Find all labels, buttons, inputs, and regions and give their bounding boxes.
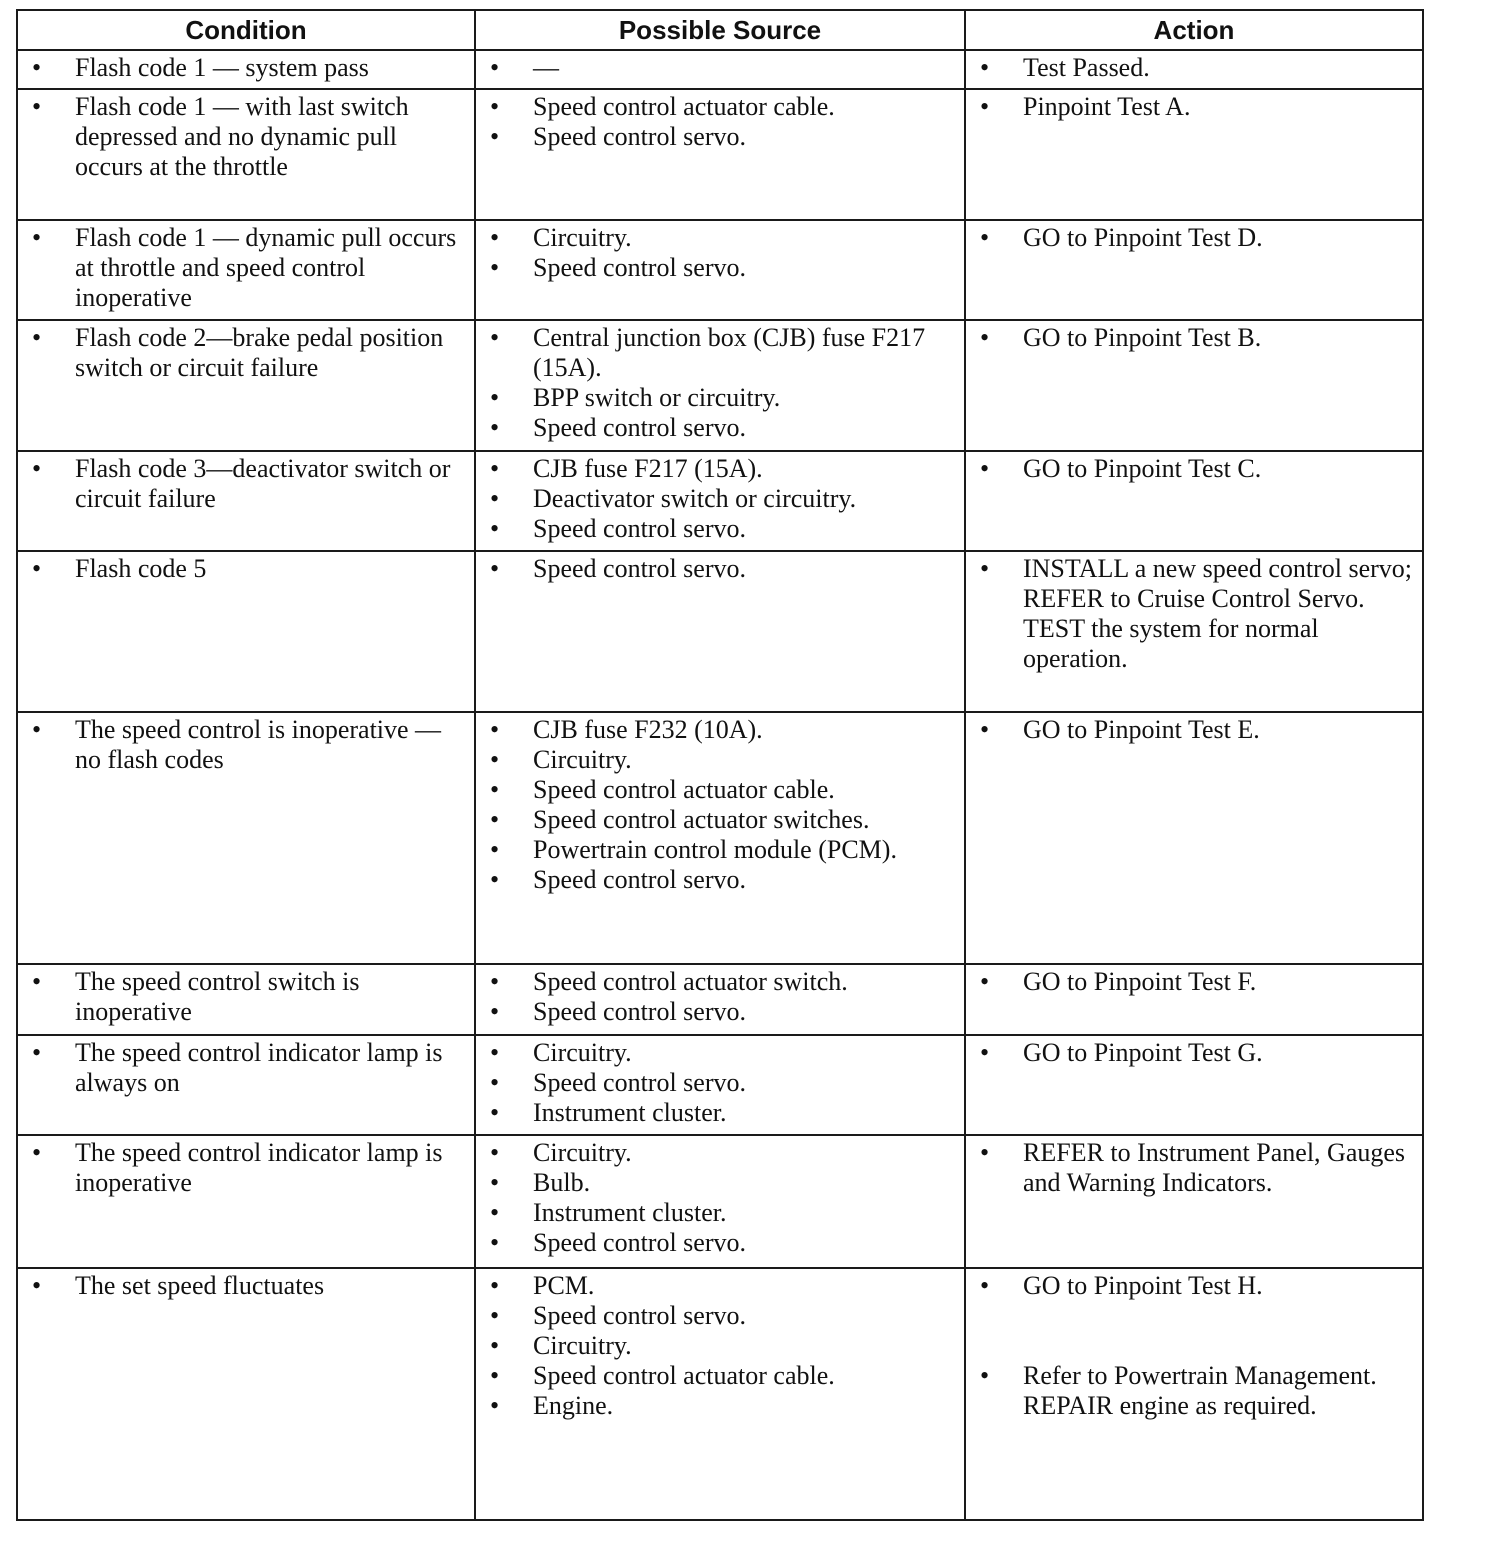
action-cell-list: [978, 1271, 1416, 1421]
table-row: [17, 1135, 1423, 1268]
condition-cell: [17, 220, 475, 320]
condition-cell: [17, 50, 475, 89]
condition-cell: [17, 1268, 475, 1520]
table-row: [17, 320, 1423, 451]
action-cell-list: [978, 92, 1416, 122]
source-cell: [475, 89, 965, 220]
list-item: • Speed control actuator cable.: [488, 775, 958, 805]
list-item: • The speed control indicator lamp is inoperative: [30, 1138, 468, 1198]
list-item: • Speed control servo.: [488, 1228, 958, 1258]
list-item: • The speed control indicator lamp is always on: [30, 1038, 468, 1098]
list-item: • Speed control actuator switches.: [488, 805, 958, 835]
action-cell-list: [978, 53, 1416, 83]
list-item: • CJB fuse F217 (15A).: [488, 454, 958, 484]
list-item: • GO to Pinpoint Test C.: [978, 454, 1416, 484]
list-item: • GO to Pinpoint Test D.: [978, 223, 1416, 253]
source-cell-list: [488, 92, 958, 152]
list-item: • Speed control actuator switch.: [488, 967, 958, 997]
source-cell: [475, 1268, 965, 1520]
table-row: [17, 964, 1423, 1035]
action-cell: [965, 451, 1423, 551]
source-cell-list: [488, 323, 958, 443]
condition-cell-list: [30, 715, 468, 775]
list-item: • Speed control servo.: [488, 413, 958, 443]
action-cell-list: [978, 1038, 1416, 1068]
list-item: • BPP switch or circuitry.: [488, 383, 958, 413]
list-item: • GO to Pinpoint Test E.: [978, 715, 1416, 745]
condition-cell: [17, 712, 475, 964]
diagnosis-table: [16, 9, 1424, 1521]
list-item: • REFER to Instrument Panel, Gauges and Warning Indicators.: [978, 1138, 1416, 1198]
list-item: • Speed control servo.: [488, 122, 958, 152]
source-cell-list: [488, 1271, 958, 1421]
action-cell: [965, 1268, 1423, 1520]
action-cell: [965, 964, 1423, 1035]
condition-cell: [17, 320, 475, 451]
list-item: • Instrument cluster.: [488, 1098, 958, 1128]
list-item: • Circuitry.: [488, 223, 958, 253]
source-cell-list: [488, 223, 958, 283]
list-item: • CJB fuse F232 (10A).: [488, 715, 958, 745]
list-item: • Circuitry.: [488, 745, 958, 775]
condition-cell: [17, 89, 475, 220]
source-cell: [475, 1035, 965, 1135]
source-cell: [475, 712, 965, 964]
list-item: • Flash code 1 — dynamic pull occurs at throttle and speed control inoperative: [30, 223, 468, 313]
action-cell-list: [978, 715, 1416, 745]
source-cell-list: [488, 554, 958, 584]
list-item: • PCM.: [488, 1271, 958, 1301]
action-cell: [965, 1135, 1423, 1268]
list-item: • The speed control switch is inoperative: [30, 967, 468, 1027]
source-cell: [475, 220, 965, 320]
condition-cell: [17, 451, 475, 551]
table-row: [17, 89, 1423, 220]
source-cell-list: [488, 715, 958, 895]
table-row: [17, 451, 1423, 551]
condition-cell: [17, 964, 475, 1035]
source-cell-list: [488, 967, 958, 1027]
source-cell: [475, 50, 965, 89]
list-item: • Circuitry.: [488, 1138, 958, 1168]
source-cell: [475, 320, 965, 451]
source-cell-list: [488, 1038, 958, 1128]
condition-cell-list: [30, 323, 468, 383]
condition-cell-list: [30, 92, 468, 182]
condition-cell-list: [30, 454, 468, 514]
list-item: • Test Passed.: [978, 53, 1416, 83]
header-action: Action: [965, 10, 1423, 50]
list-item: • Speed control servo.: [488, 253, 958, 283]
condition-cell: [17, 1135, 475, 1268]
list-item: • Flash code 2—brake pedal position switch or circuit failure: [30, 323, 468, 383]
list-item: • Refer to Powertrain Management. REPAIR engine as required.: [978, 1361, 1416, 1421]
action-cell: [965, 89, 1423, 220]
list-item: • Powertrain control module (PCM).: [488, 835, 958, 865]
action-cell-list: [978, 1138, 1416, 1198]
source-cell-list: [488, 1138, 958, 1258]
table-row: [17, 220, 1423, 320]
list-item: • Circuitry.: [488, 1331, 958, 1361]
list-item: • Flash code 1 — system pass: [30, 53, 468, 83]
table-row: [17, 1268, 1423, 1520]
condition-cell-list: [30, 223, 468, 313]
table-row: [17, 551, 1423, 712]
list-item: • The set speed fluctuates: [30, 1271, 468, 1301]
action-cell: [965, 220, 1423, 320]
list-item: • Deactivator switch or circuitry.: [488, 484, 958, 514]
list-item: • GO to Pinpoint Test F.: [978, 967, 1416, 997]
condition-cell-list: [30, 967, 468, 1027]
list-item: • Speed control servo.: [488, 1068, 958, 1098]
source-cell: [475, 451, 965, 551]
action-cell: [965, 551, 1423, 712]
source-cell: [475, 964, 965, 1035]
list-item: • GO to Pinpoint Test B.: [978, 323, 1416, 353]
action-cell: [965, 712, 1423, 964]
header-possible-source: Possible Source: [475, 10, 965, 50]
list-item: • Speed control servo.: [488, 554, 958, 584]
list-item: • GO to Pinpoint Test H.: [978, 1271, 1416, 1301]
action-cell-list: [978, 967, 1416, 997]
list-item: • Speed control servo.: [488, 1301, 958, 1331]
list-item: • Bulb.: [488, 1168, 958, 1198]
list-item: • Speed control servo.: [488, 997, 958, 1027]
action-cell: [965, 320, 1423, 451]
table-row: [17, 1035, 1423, 1135]
list-item: • Speed control actuator cable.: [488, 1361, 958, 1391]
condition-cell: [17, 1035, 475, 1135]
source-cell-list: [488, 53, 958, 83]
action-cell-list: [978, 223, 1416, 253]
condition-cell-list: [30, 1271, 468, 1301]
action-cell: [965, 1035, 1423, 1135]
table-row: [17, 712, 1423, 964]
list-item: • Pinpoint Test A.: [978, 92, 1416, 122]
source-cell: [475, 551, 965, 712]
list-item: • Engine.: [488, 1391, 958, 1421]
condition-cell-list: [30, 53, 468, 83]
list-item: • Flash code 5: [30, 554, 468, 584]
action-cell-list: [978, 323, 1416, 353]
list-item: • Instrument cluster.: [488, 1198, 958, 1228]
list-item: • INSTALL a new speed control servo; REFER to Cruise Control Servo. TEST the system for normal operation.: [978, 554, 1416, 674]
table-body: [17, 50, 1423, 1520]
list-item: • GO to Pinpoint Test G.: [978, 1038, 1416, 1068]
action-cell: [965, 50, 1423, 89]
list-item: • Flash code 3—deactivator switch or circuit failure: [30, 454, 468, 514]
condition-cell-list: [30, 554, 468, 584]
source-cell-list: [488, 454, 958, 544]
list-item: • Speed control servo.: [488, 865, 958, 895]
list-item: • —: [488, 53, 958, 83]
table-row: [17, 50, 1423, 89]
list-item: • Circuitry.: [488, 1038, 958, 1068]
list-item: • Speed control actuator cable.: [488, 92, 958, 122]
condition-cell-list: [30, 1038, 468, 1098]
list-item: • Central junction box (CJB) fuse F217 (15A).: [488, 323, 958, 383]
list-item: • The speed control is inoperative — no flash codes: [30, 715, 468, 775]
action-cell-list: [978, 454, 1416, 484]
header-row: [17, 10, 1423, 50]
condition-cell-list: [30, 1138, 468, 1198]
action-cell-list: [978, 554, 1416, 674]
list-item: • Speed control servo.: [488, 514, 958, 544]
header-condition: Condition: [17, 10, 475, 50]
list-item: • Flash code 1 — with last switch depressed and no dynamic pull occurs at the throttle: [30, 92, 468, 182]
condition-cell: [17, 551, 475, 712]
source-cell: [475, 1135, 965, 1268]
